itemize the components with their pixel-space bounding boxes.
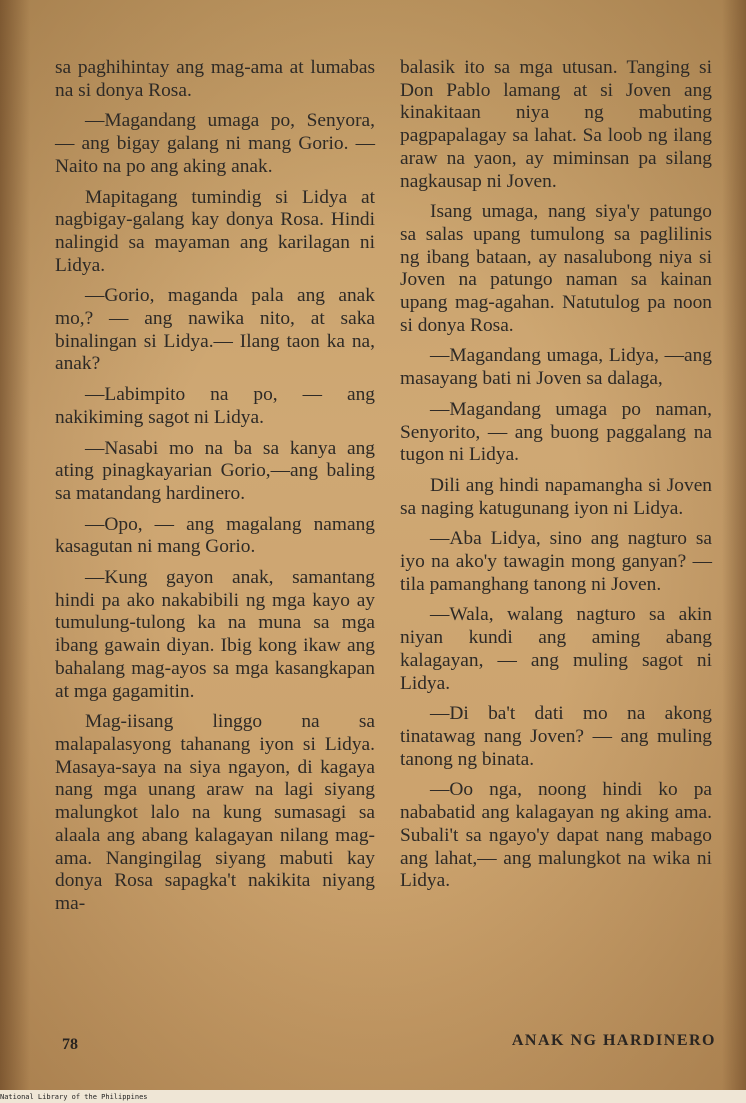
paragraph: —Kung gayon anak, samantang hindi pa ako nakabibili ng mga kayo ay tumulung-tulong ka na muna sa mga ibang gawain diyan. Ibig kong ikaw ang bahalang mag-ayos sa mga kasangkapan at mga gagamitin. <box>55 567 375 702</box>
paragraph: —Magandang umaga po naman, Senyorito, — ang buong paggalang na tugon ni Lidya. <box>400 398 712 466</box>
paragraph: —Aba Lidya, sino ang nagturo sa iyo na ako'y tawagin mong ganyan? — tila pamanghang tanong ni Joven. <box>400 528 712 595</box>
library-watermark: National Library of the Philippines <box>0 1093 148 1101</box>
right-text-column <box>400 57 712 901</box>
paragraph: Dili ang hindi napamangha si Joven sa naging katugunang iyon ni Lidya. <box>400 474 712 519</box>
paragraph: —Magandang umaga, Lidya, —ang masayang bati ni Joven sa dalaga, <box>400 345 712 390</box>
running-title: ANAK NG HARDINERO <box>511 1032 716 1049</box>
paragraph: Mapitagang tumindig si Lidya at nagbigay-galang kay donya Rosa. Hindi nalingid sa mayaman ang karilagan ni Lidya. <box>55 186 375 276</box>
paragraph: Isang umaga, nang siya'y patungo sa salas upang tumulong sa paglilinis ng ibang bataan, ay nasalubong niya si Joven na patungo naman sa kainan upang mag-agahan. Natutulog pa noon si donya Rosa. <box>400 201 712 336</box>
paragraph: balasik ito sa mga utusan. Tanging si Don Pablo lamang at si Joven ang kinakitaan niya ng mabuting pagpapalagay sa lahat. Sa loob ng ilang araw na yaon, ay miminsan pa silang nagkausap ni Joven. <box>400 57 712 192</box>
left-text-column <box>55 57 375 924</box>
paragraph: —Nasabi mo na ba sa kanya ang ating pinagkayarian Gorio,—ang baling sa matandang hardinero. <box>55 437 375 504</box>
paragraph: —Gorio, maganda pala ang anak mo,? — ang nawika nito, at saka binalingan si Lidya.— Ilang taon ka na, anak? <box>55 285 375 375</box>
paragraph: —Magandang umaga po, Senyora, — ang bigay galang ni mang Gorio. — Naito na po ang aking anak. <box>55 110 375 177</box>
paragraph: —Opo, — ang magalang namang kasagutan ni mang Gorio. <box>55 513 375 558</box>
paragraph: —Oo nga, noong hindi ko pa nababatid ang kalagayan ng aking ama. Subali't sa ngayo'y dapat nang mabago ang lahat,— ang malungkot na wika ni Lidya. <box>400 779 712 892</box>
paragraph: —Labimpito na po, — ang nakikiming sagot ni Lidya. <box>55 384 375 428</box>
paragraph: Mag-iisang linggo na sa malapalasyong tahanang iyon si Lidya. Masaya-saya na siya ngayon, di kagaya nang mga unang araw na lagi siyang malungkot lalo na kung sumasagi sa alaala ang abang kalagayan nilang mag-ama. Nangingilag siyang mabuti kay donya Rosa sapagka't nakikita niyang ma- <box>55 711 375 914</box>
paragraph: —Di ba't dati mo na akong tinatawag nang Joven? — ang muling tanong ng binata. <box>400 703 712 770</box>
paragraph: sa paghihintay ang mag-ama at lumabas na si donya Rosa. <box>55 57 375 101</box>
page-number: 78 <box>62 1036 78 1053</box>
paragraph: —Wala, walang nagturo sa akin niyan kundi ang aming abang kalagayan, — ang muling sagot ni Lidya. <box>400 604 712 694</box>
